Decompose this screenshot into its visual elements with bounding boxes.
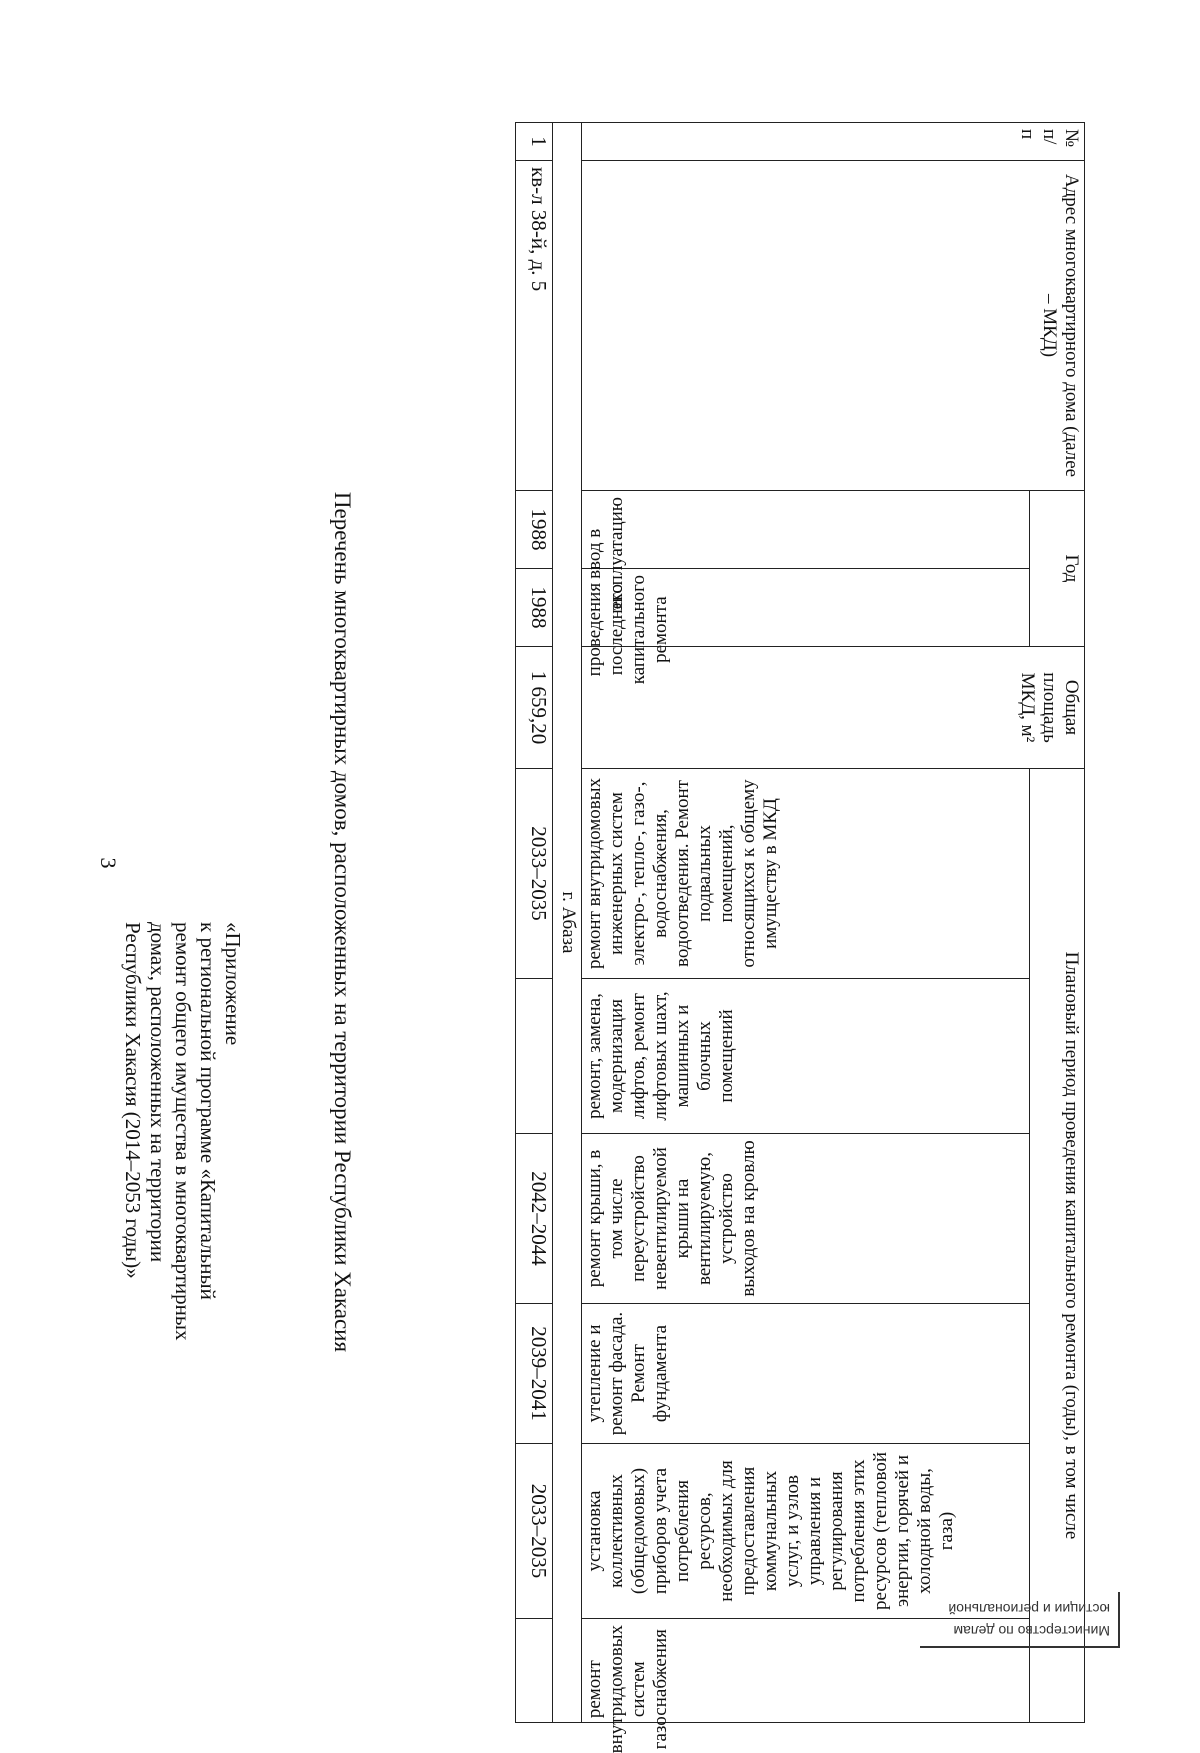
cell-meters: 2033–2035 [516, 1444, 553, 1619]
header-period: Плановый период проведения капитального ремонта (годы), в том числе [1029, 769, 1084, 1723]
subheader-year-commission: ввод в эксплуатацию [584, 497, 628, 611]
cell-engineering: 2033–2035 [516, 769, 553, 979]
cell-area: 1 659,20 [516, 647, 553, 769]
buildings-table [515, 122, 1085, 1753]
appendix-line: ремонт общего имущества в многоквартирных [171, 922, 195, 1341]
header-address: Адрес многоквартирного дома (далее – МКД) [582, 161, 1085, 491]
stamp-line: Министерство по делам [953, 1623, 1110, 1639]
subheader-elevator: ремонт, замена, модернизация лифтов, ремонт лифтовых шахт, машинных и блочных помещений [584, 991, 738, 1121]
ministry-stamp [920, 1592, 1120, 1648]
subheader-gas: ремонт внутридомовых систем газоснабжения [584, 1624, 672, 1753]
appendix-header [120, 922, 245, 1482]
table-row [516, 123, 553, 1723]
appendix-line: к региональной программе «Капитальный [196, 922, 220, 1300]
city-row: г. Абаза [553, 123, 582, 1723]
subheader-roof: ремонт крыши, в том числе переустройство невентилируемой крыши на вентилируемую, устройство выходов на кровлю [584, 1140, 760, 1297]
header-year: Год [1029, 491, 1084, 647]
cell-num: 1 [516, 123, 553, 161]
subheader-facade: утепление и ремонт фасада. Ремонт фундамента [584, 1311, 672, 1436]
appendix-line: Республики Хакасия (2014–2053 годы)» [121, 922, 145, 1279]
appendix-line: домах, расположенных на территории [146, 922, 170, 1263]
cell-roof: 2042–2044 [516, 1134, 553, 1304]
cell-year-commission: 1988 [516, 491, 553, 569]
cell-gas [516, 1619, 553, 1723]
rotated-page-content [121, 122, 1200, 1753]
subheader-meters: установка коллективных (общедомовых) приборов учета потребления ресурсов, необходимых для предоставления коммунальных услуг, и узлов управления и регулирования потребления этих ресурсов (тепловой энергии, горячей и холодной воды, газа) [584, 1452, 958, 1610]
subheader-engineering: ремонт внутридомовых инженерных систем электро-, тепло-, газо-, водоснабжения, водоотведения. Ремонт подвальных помещений, относящихся к общему имуществу в МКД [584, 777, 782, 970]
appendix-line: «Приложение [221, 922, 245, 1046]
header-num: № п/п [582, 123, 1085, 161]
subheader-year-last-repair: проведения последнего капитального ремонта [584, 575, 672, 685]
cell-facade: 2039–2041 [516, 1304, 553, 1444]
cell-address: кв-л 38-й, д. 5 [516, 161, 553, 491]
cell-elevator [516, 979, 553, 1134]
stamp-line: юстиции и региональной [948, 1601, 1110, 1617]
cell-year-last-repair: 1988 [516, 569, 553, 647]
document-title: Перечень многоквартирных домов, расположенных на территории Республики Хакасия [330, 491, 355, 1353]
page-number: 3 [96, 857, 121, 869]
header-area: Общая площадь МКД, м² [582, 647, 1085, 769]
